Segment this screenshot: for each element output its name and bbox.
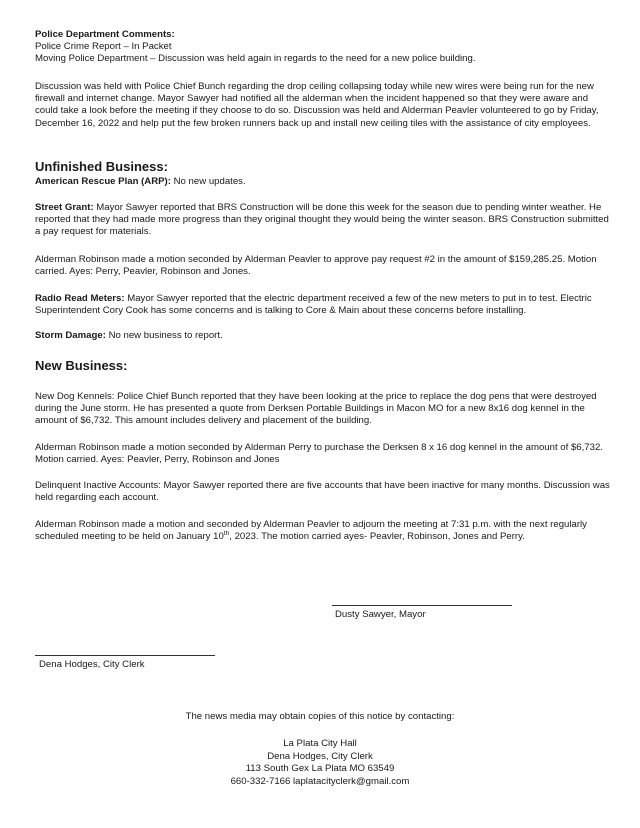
contact-block [0, 738, 640, 788]
street-grant-text: Mayor Sawyer reported that BRS Construction will be done this week for the season due to pending winter weather. He reported that they had made more progress than they original thought they would being the winter season. BRS Construction submitted a pay request for materials. [35, 202, 609, 238]
clerk-signature-name: Dena Hodges, City Clerk [39, 659, 145, 670]
arp-item [35, 176, 610, 188]
storm-damage-label: Storm Damage: [35, 330, 106, 341]
adjourn-superscript: th [223, 530, 230, 538]
street-grant-label: Street Grant: [35, 202, 94, 213]
pay-request-motion: Alderman Robinson made a motion seconded by Alderman Peavler to approve pay request #2 in the amount of $159,285.25. Motion carried. Ayes: Perry, Peavler, Robinson and Jones. [35, 254, 597, 278]
arp-label: American Rescue Plan (ARP): [35, 176, 171, 187]
radio-meters-label: Radio Read Meters: [35, 293, 125, 304]
contact-clerk: Dena Hodges, City Clerk [267, 750, 373, 762]
inactive-accounts-paragraph: Delinquent Inactive Accounts: Mayor Sawyer reported there are five accounts that have been inactive for many months. Discussion was held regarding each account. [35, 480, 610, 504]
storm-damage-item [35, 330, 610, 342]
contact-address: 113 South Gex La Plata MO 63549 [245, 763, 395, 775]
new-business-heading: New Business: [35, 358, 128, 373]
adjourn-motion [35, 519, 610, 543]
arp-text: No new updates. [170, 176, 246, 187]
police-ceiling-paragraph: Discussion was held with Police Chief Bunch regarding the drop ceiling collapsing today while new wires were being run for the new firewall and internet change. Mayor Sawyer had notified all the alderman when the incident happened so that they were aware and could take a look before the meeting if they choose to do so. Discussion was held and Alderman Peavler volunteered to go by Friday, December 16, 2022 and help put the few broken runners back up and install new ceiling tiles with the assistance of city employees. [35, 81, 599, 129]
kennel-motion: Alderman Robinson made a motion seconded by Alderman Perry to purchase the Derksen 8 x 16 dog kennel in the amount of $6,732. Motion carried. Ayes: Peavler, Perry, Robinson and Jones [35, 442, 603, 466]
police-crime-report: Police Crime Report – In Packet [35, 41, 172, 53]
storm-damage-text: No new business to report. [105, 330, 223, 341]
unfinished-business-heading: Unfinished Business: [35, 159, 168, 174]
contact-phone-email: 660-332-7166 laplatacityclerk@gmail.com [230, 775, 410, 787]
clerk-signature-line [35, 655, 215, 656]
media-notice: The news media may obtain copies of this notice by contacting: [185, 711, 455, 722]
contact-city-hall: La Plata City Hall [283, 738, 357, 749]
police-section [35, 29, 610, 66]
street-grant-item [35, 202, 610, 239]
police-heading: Police Department Comments: [35, 29, 175, 40]
police-moving-building: Moving Police Department – Discussion was held again in regards to the need for a new police building. [35, 53, 476, 65]
adjourn-text-a: Alderman Robinson made a motion and seconded by Alderman Peavler to adjourn the meeting at 7:31 p.m. with the next regularly scheduled meeting to be held on January 10 [35, 519, 587, 543]
radio-meters-item [35, 293, 610, 317]
mayor-signature-name: Dusty Sawyer, Mayor [335, 609, 426, 620]
radio-meters-text: Mayor Sawyer reported that the electric department received a few of the new meters to put in to test. Electric Superintendent Cory Cook has some concerns and is talking to Core & Main about these concerns before installing. [35, 293, 592, 317]
adjourn-text-b: , 2023. The motion carried ayes- Peavler, Robinson, Jones and Perry. [229, 531, 525, 543]
mayor-signature-line [332, 605, 512, 606]
dog-kennels-paragraph: New Dog Kennels: Police Chief Bunch reported that they have been looking at the price to replace the dog pens that were destroyed during the June storm. He has presented a quote from Derksen Portable Buildings in Macon MO for a new 8x16 dog kennel in the amount of $6,732. This amount includes delivery and placement of the building. [35, 391, 597, 427]
